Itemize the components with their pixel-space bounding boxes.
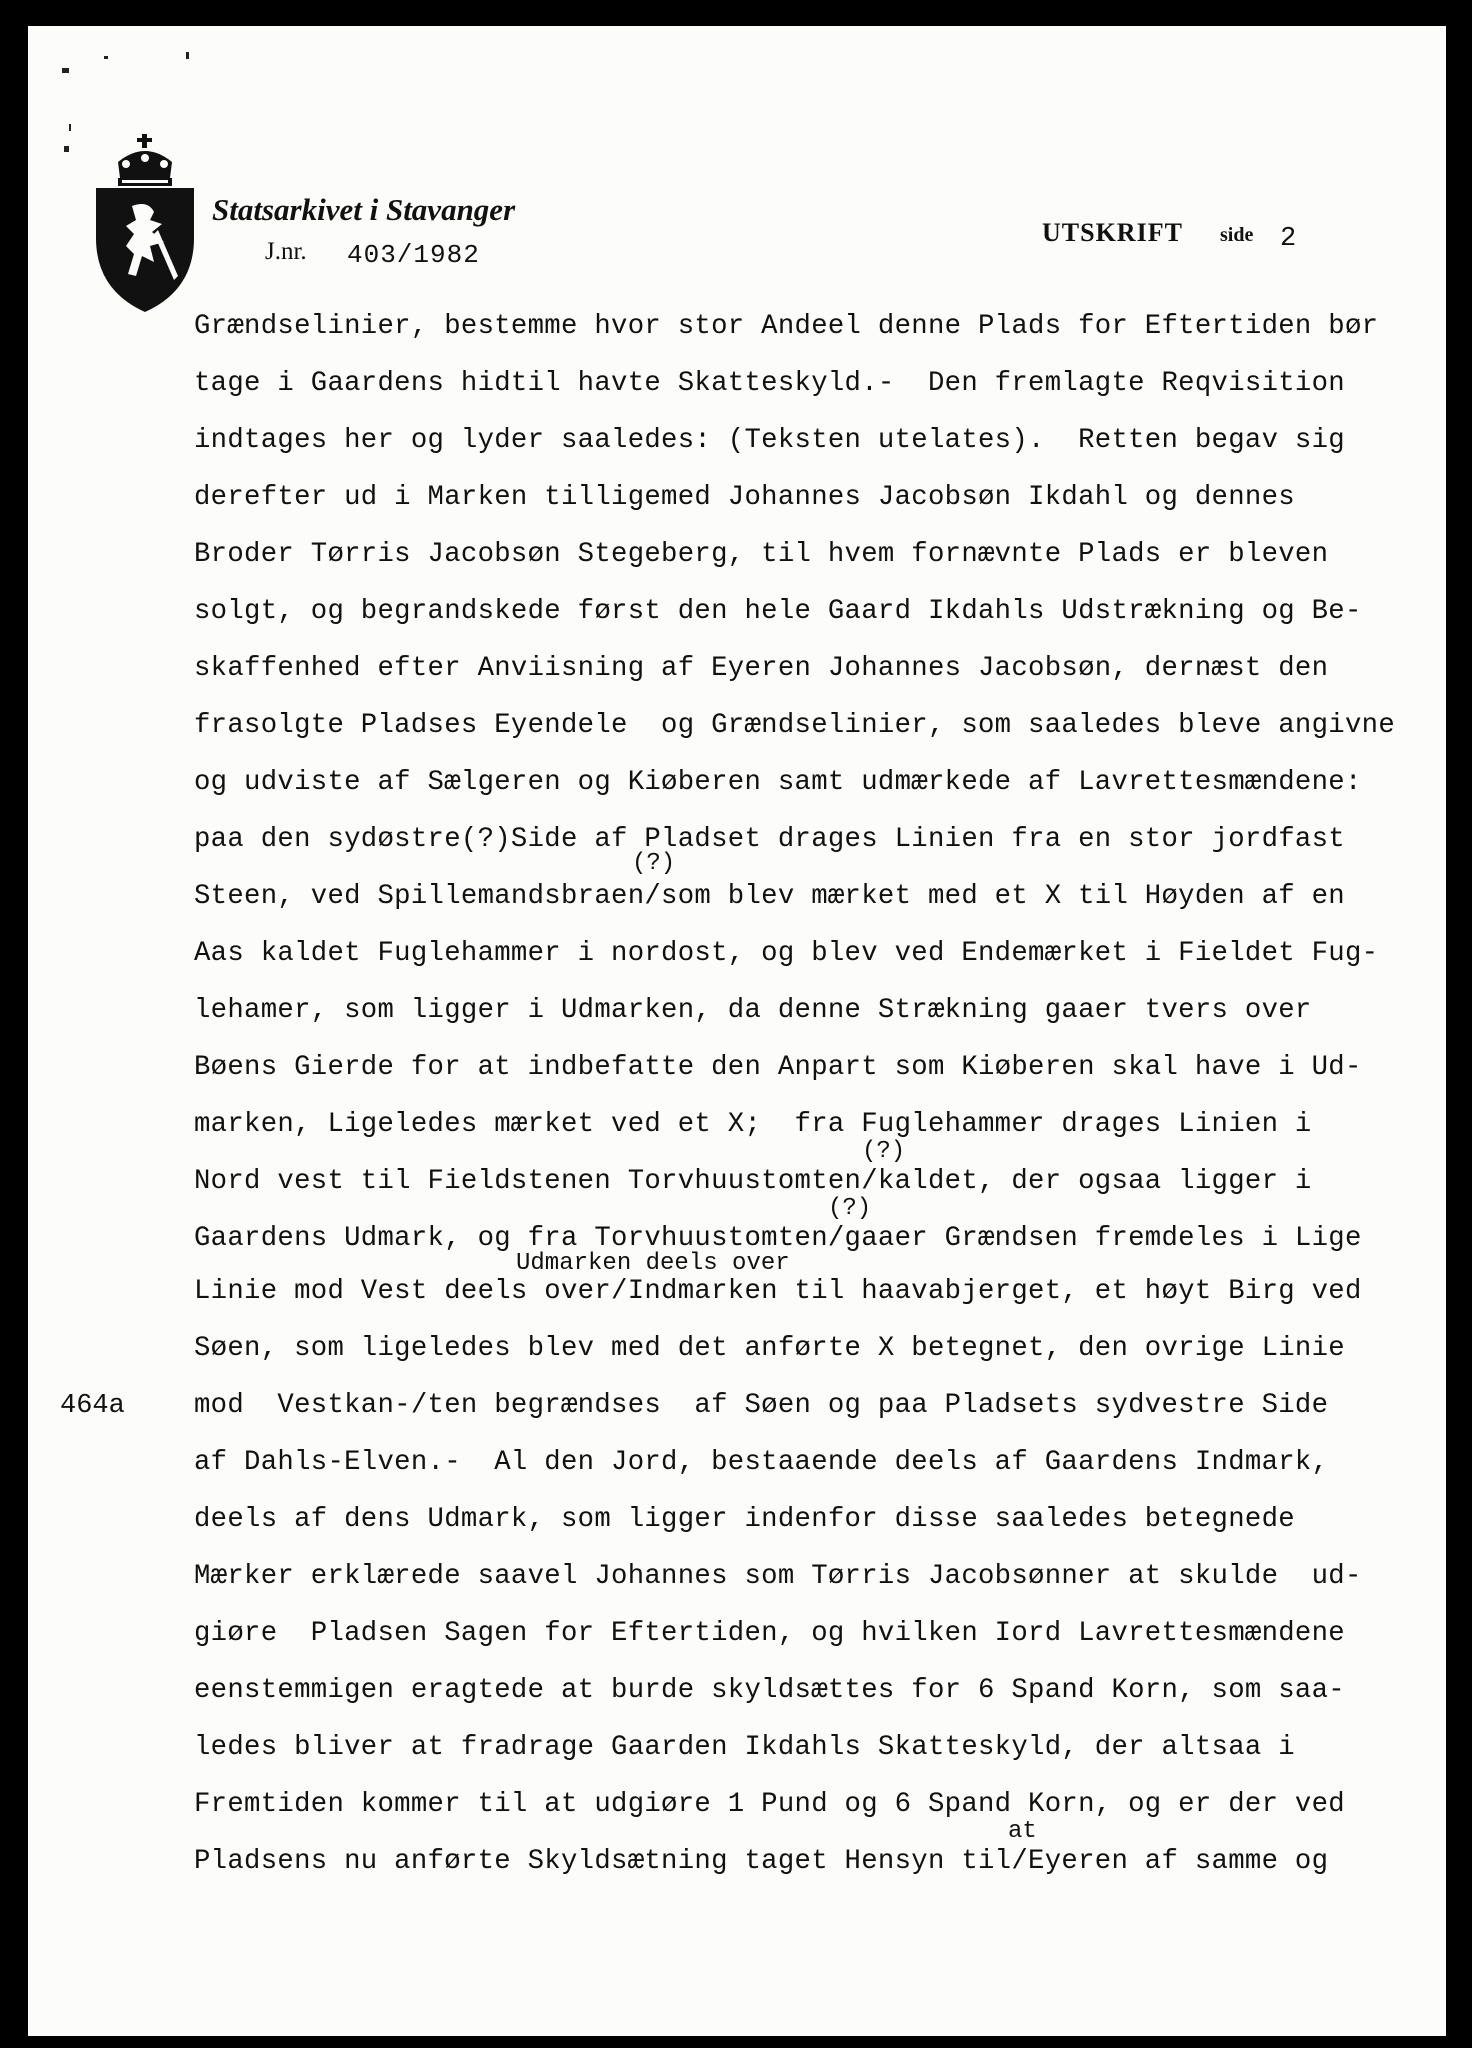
- text-line: indtages her og lyder saaledes: (Teksten utelates). Retten begav sig: [194, 425, 1345, 456]
- text-line: frasolgte Pladses Eyendele og Grændselinier, som saaledes bleve angivne: [194, 710, 1396, 741]
- text-line: derefter ud i Marken tilligemed Johannes Jacobsøn Ikdahl og dennes: [194, 482, 1295, 513]
- text-line: Gaardens Udmark, og fra Torvhuustomten/gaaer Grændsen fremdeles i Lige: [194, 1223, 1362, 1254]
- text-line: Pladsens nu anførte Skyldsætning taget Hensyn til/Eyeren af samme og: [194, 1846, 1329, 1877]
- document-type-label: UTSKRIFT: [1042, 218, 1183, 247]
- interlinear-note: (?): [862, 1138, 906, 1165]
- coat-of-arms-logo: [92, 134, 198, 314]
- text-line: Mærker erklærede saavel Johannes som Tørris Jacobsønner at skulde ud-: [194, 1561, 1362, 1592]
- journal-number-label: J.nr.: [265, 238, 307, 265]
- text-line: tage i Gaardens hidtil havte Skatteskyld.- Den fremlagte Reqvisition: [194, 368, 1345, 399]
- text-line: deels af dens Udmark, som ligger indenfor disse saaledes betegnede: [194, 1504, 1295, 1535]
- interlinear-note: (?): [828, 1195, 872, 1222]
- interlinear-note: Udmarken deels over: [516, 1250, 790, 1277]
- scan-mark: [186, 52, 189, 59]
- text-line: solgt, og begrandskede først den hele Gaard Ikdahls Udstrækning og Be-: [194, 596, 1362, 627]
- text-line: Fremtiden kommer til at udgiøre 1 Pund og 6 Spand Korn, og er der ved: [194, 1789, 1345, 1820]
- text-line: giøre Pladsen Sagen for Eftertiden, og hvilken Iord Lavrettesmændene: [194, 1618, 1345, 1649]
- scan-mark: [104, 56, 108, 59]
- text-line: paa den sydøstre(?)Side af Pladset drages Linien fra en stor jordfast: [194, 824, 1345, 855]
- text-line: Bøens Gierde for at indbefatte den Anpart som Kiøberen skal have i Ud-: [194, 1052, 1362, 1083]
- scan-mark: [64, 146, 69, 152]
- interlinear-note: at: [1008, 1818, 1037, 1845]
- text-line: Nord vest til Fieldstenen Torvhuustomten/kaldet, der ogsaa ligger i: [194, 1166, 1312, 1197]
- interlinear-note: (?): [632, 850, 676, 877]
- scan-mark: [62, 68, 69, 73]
- text-line: af Dahls-Elven.- Al den Jord, bestaaende deels af Gaardens Indmark,: [194, 1447, 1329, 1478]
- text-line: og udviste af Sælgeren og Kiøberen samt udmærkede af Lavrettesmændene:: [194, 767, 1362, 798]
- text-line: eenstemmigen eragtede at burde skyldsættes for 6 Spand Korn, som saa-: [194, 1675, 1345, 1706]
- crown-icon: [118, 134, 172, 186]
- text-line: Grændselinier, bestemme hvor stor Andeel denne Plads for Eftertiden bør: [194, 311, 1379, 342]
- text-line: Steen, ved Spillemandsbraen/som blev mærket med et X til Høyden af en: [194, 881, 1345, 912]
- text-line: Søen, som ligeledes blev med det anførte X betegnet, den ovrige Linie: [194, 1333, 1345, 1364]
- text-line: skaffenhed efter Anviisning af Eyeren Johannes Jacobsøn, dernæst den: [194, 653, 1329, 684]
- text-line: Aas kaldet Fuglehammer i nordost, og blev ved Endemærket i Fieldet Fug-: [194, 938, 1379, 969]
- text-line: lehamer, som ligger i Udmarken, da denne Strækning gaaer tvers over: [194, 995, 1312, 1026]
- text-line: ledes bliver at fradrage Gaarden Ikdahls Skatteskyld, der altsaa i: [194, 1732, 1295, 1763]
- text-line: mod Vestkan-/ten begrændses af Søen og paa Pladsets sydvestre Side: [194, 1390, 1329, 1421]
- text-line: Linie mod Vest deels over/Indmarken til haavabjerget, et høyt Birg ved: [194, 1276, 1362, 1307]
- margin-reference: 464a: [60, 1391, 125, 1421]
- text-line: Broder Tørris Jacobsøn Stegeberg, til hvem fornævnte Plads er bleven: [194, 539, 1329, 570]
- scan-mark: [69, 124, 71, 131]
- page-number: 2: [1280, 224, 1297, 254]
- journal-number: 403/1982: [347, 240, 480, 270]
- side-label: side: [1220, 224, 1254, 246]
- text-line: marken, Ligeledes mærket ved et X; fra Fuglehammer drages Linien i: [194, 1109, 1312, 1140]
- archive-name: Statsarkivet i Stavanger: [212, 192, 516, 227]
